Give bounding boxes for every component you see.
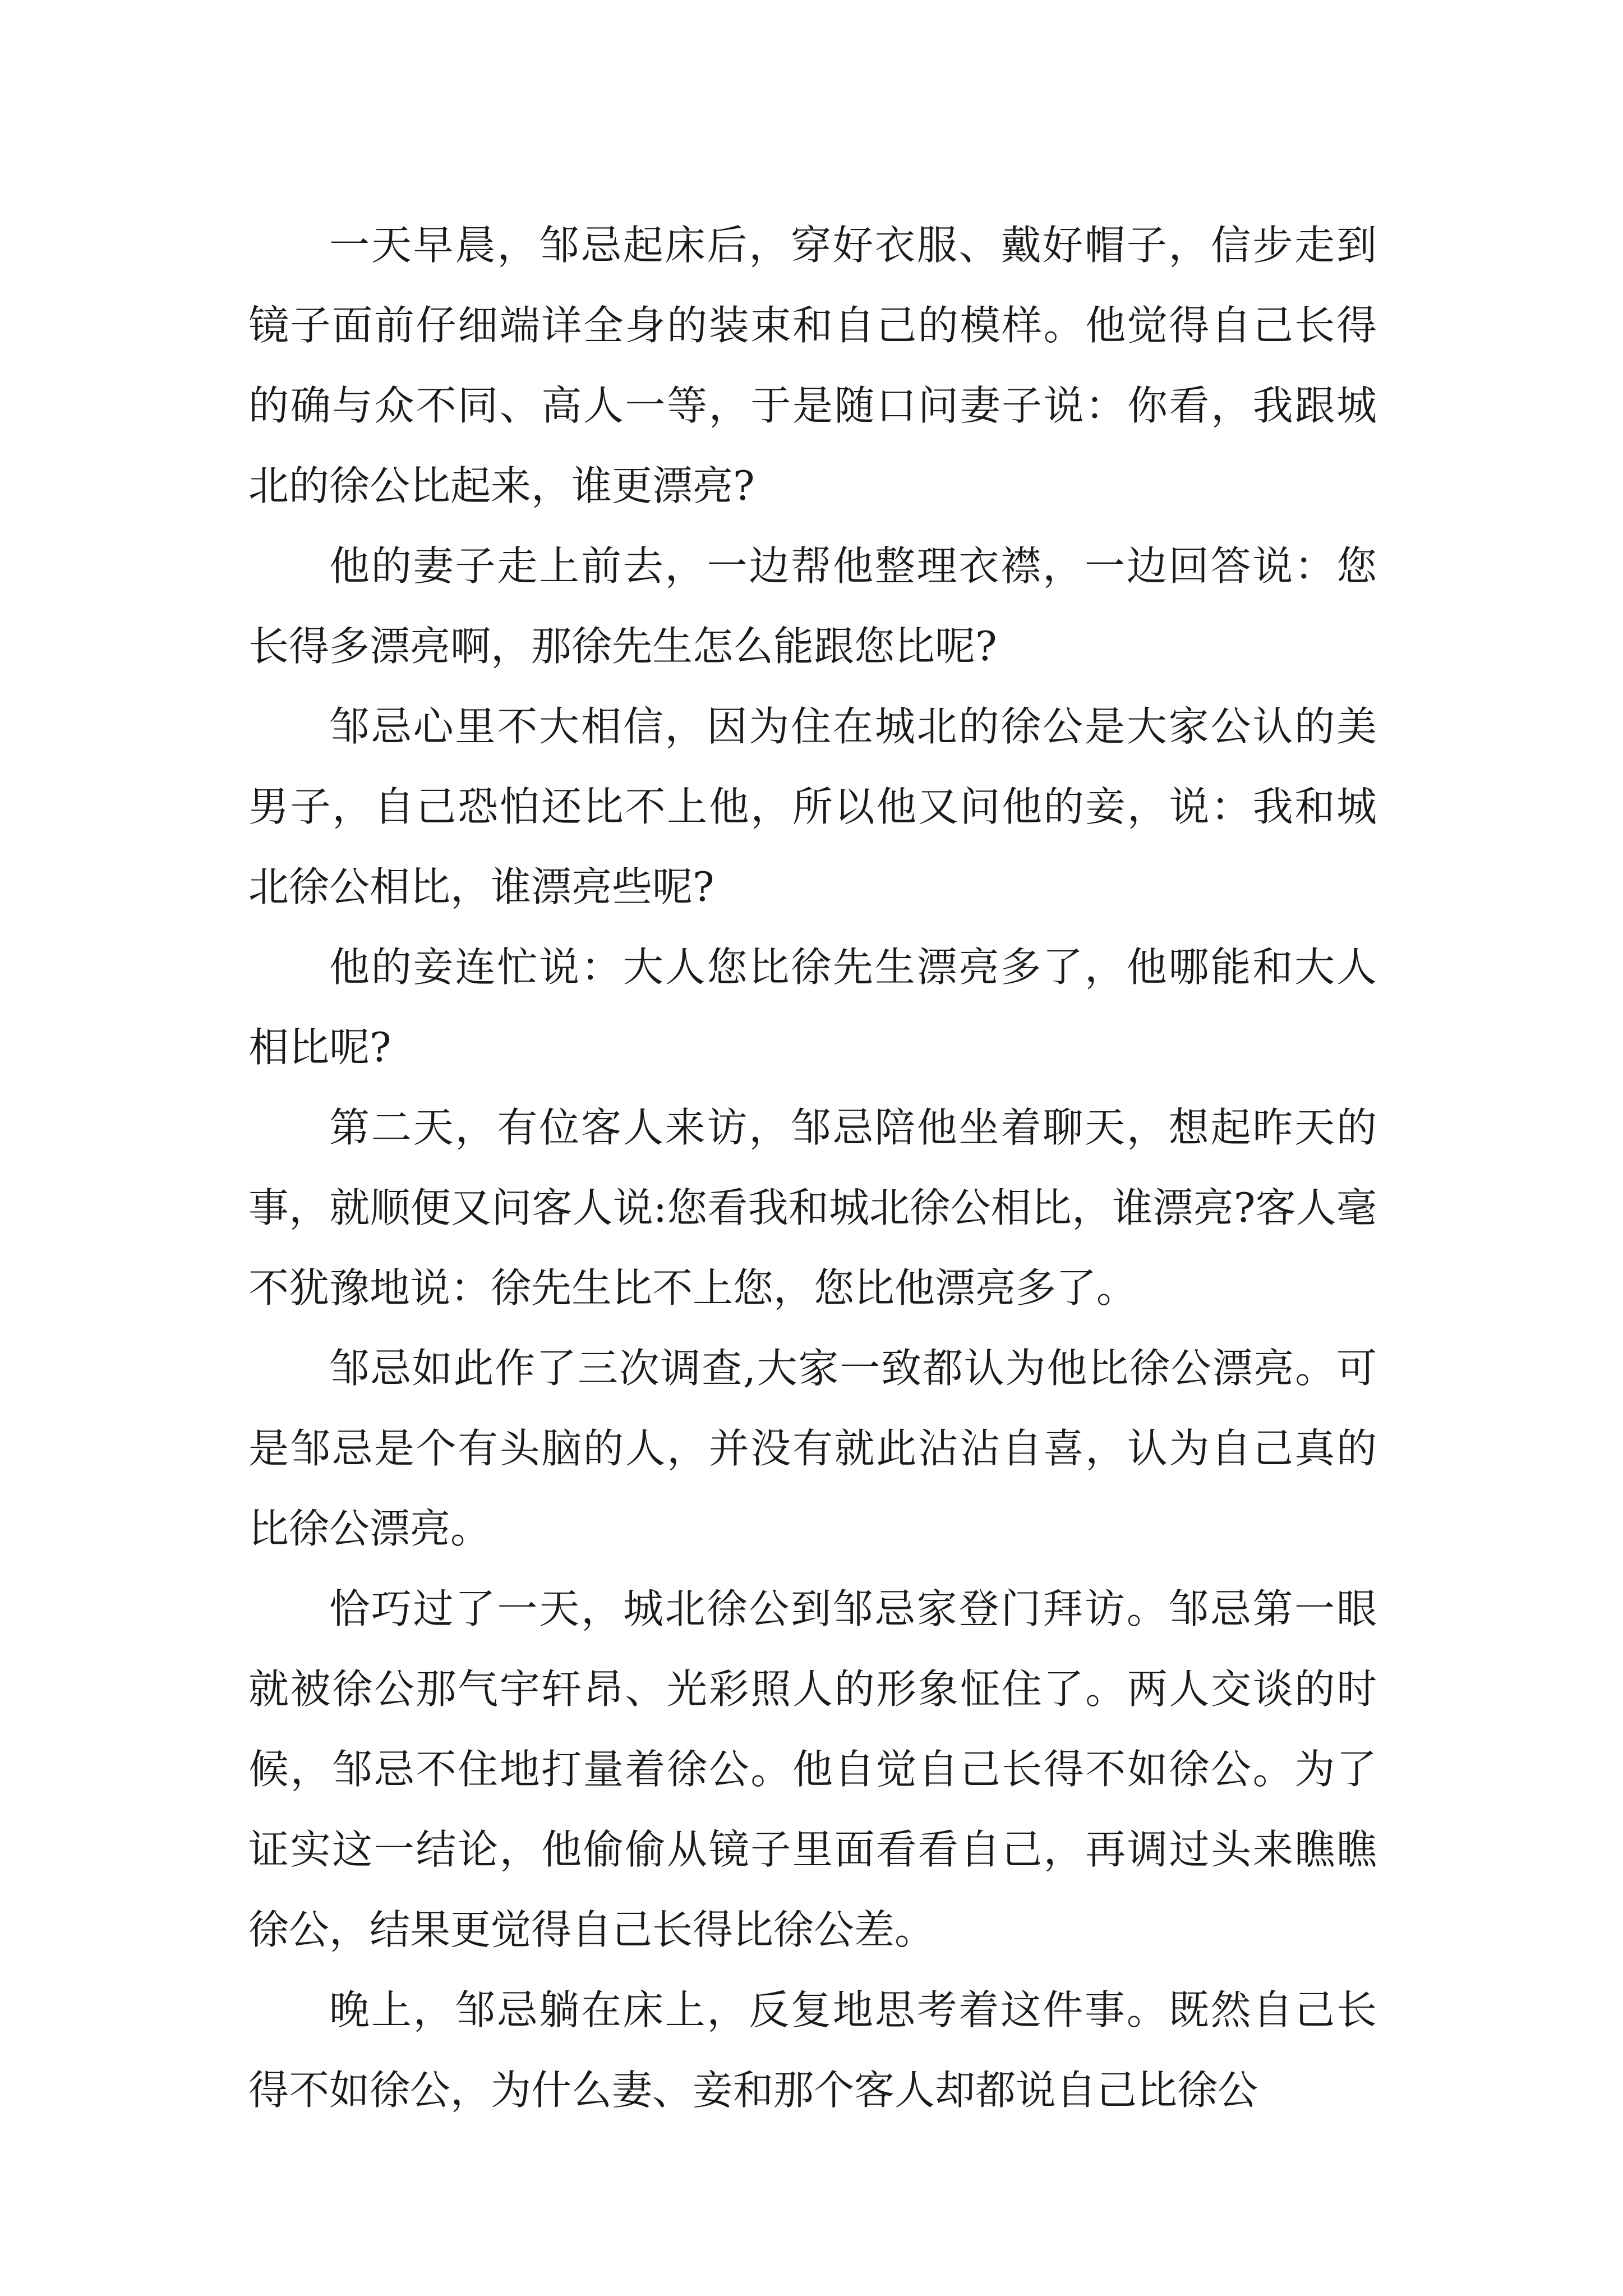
paragraph-5: 第二天，有位客人来访，邹忌陪他坐着聊天，想起昨天的事，就顺便又问客人说:您看我和城北徐公相比，谁漂亮?客人毫不犹豫地说：徐先生比不上您，您比他漂亮多了。: [248, 1104, 1377, 1312]
paragraph-1: 一天早晨，邹忌起床后，穿好衣服、戴好帽子，信步走到镜子面前仔细端详全身的装束和自己的模样。他觉得自己长得的确与众不同、高人一等，于是随口问妻子说：你看，我跟城北的徐公比起来，谁更漂亮?: [248, 222, 1377, 509]
paragraph-6: 邹忌如此作了三次调查,大家一致都认为他比徐公漂亮。可是邹忌是个有头脑的人，并没有就此沾沾自喜，认为自己真的比徐公漂亮。: [248, 1345, 1377, 1552]
paragraph-3: 邹忌心里不大相信，因为住在城北的徐公是大家公认的美男子，自己恐怕还比不上他，所以他又问他的妾，说：我和城北徐公相比，谁漂亮些呢?: [248, 703, 1377, 910]
paragraph-2: 他的妻子走上前去，一边帮他整理衣襟，一边回答说：您长得多漂亮啊，那徐先生怎么能跟您比呢?: [248, 542, 1377, 670]
paragraph-4: 他的妾连忙说：大人您比徐先生漂亮多了，他哪能和大人相比呢?: [248, 944, 1377, 1071]
document-body: [248, 205, 1377, 2131]
paragraph-7: 恰巧过了一天，城北徐公到邹忌家登门拜访。邹忌第一眼就被徐公那气宇轩昂、光彩照人的形象怔住了。两人交谈的时候，邹忌不住地打量着徐公。他自觉自己长得不如徐公。为了证实这一结论，他偷偷从镜子里面看看自己，再调过头来瞧瞧徐公，结果更觉得自己长得比徐公差。: [248, 1585, 1377, 1953]
paragraph-8: 晚上，邹忌躺在床上，反复地思考着这件事。既然自己长得不如徐公，为什么妻、妾和那个客人却都说自己比徐公: [248, 1986, 1377, 2114]
